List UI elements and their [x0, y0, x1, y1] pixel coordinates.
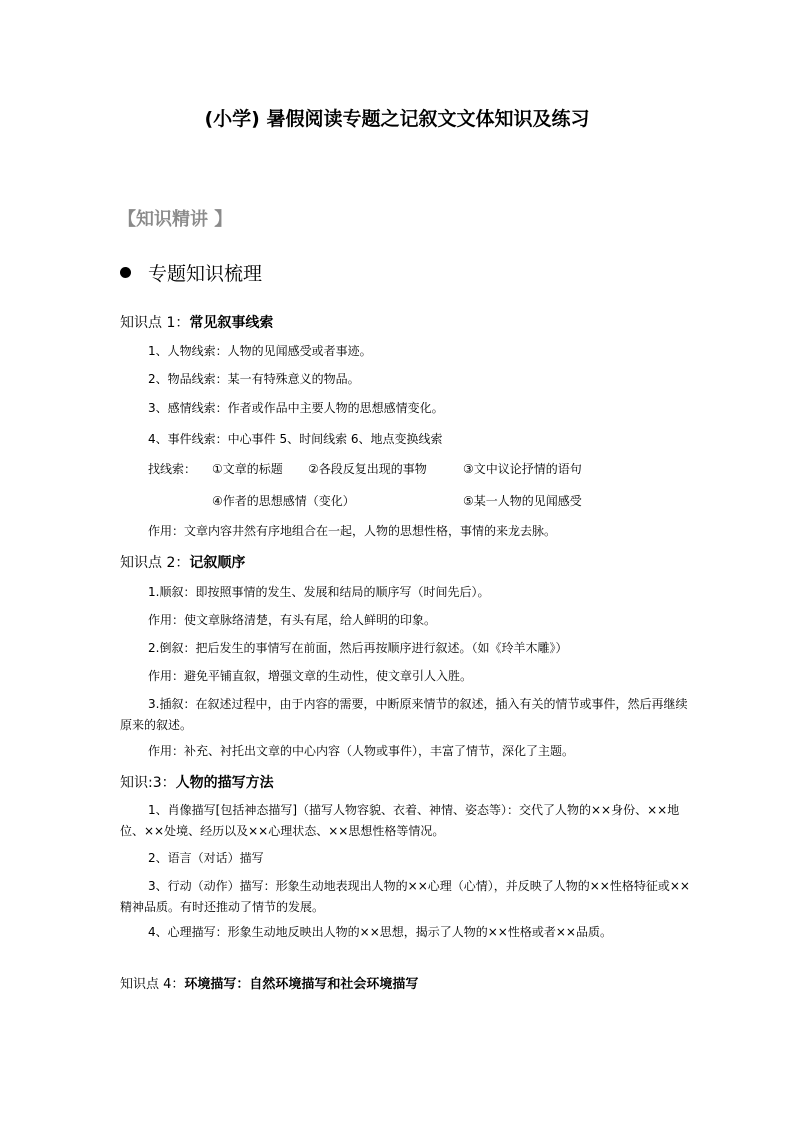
kp4-heading — [120, 973, 418, 992]
bullet-dot-icon — [120, 267, 131, 278]
kp2-line: 3.插叙：在叙述过程中，由于内容的需要，中断原来情节的叙述，插入有关的情节或事件，然后再继续原来的叙述。 — [120, 697, 688, 732]
kp1-find-item: ⑤某一人物的见闻感受 — [463, 494, 582, 508]
kp1-line: 4、事件线索：中心事件 5、时间线索 6、地点变换线索 — [148, 432, 443, 446]
kp2-line: 作用：补充、衬托出文章的中心内容（人物或事件），丰富了情节，深化了主题。 — [148, 744, 575, 758]
kp2-line: 2.倒叙：把后发生的事情写在前面，然后再按顺序进行叙述。（如《玲羊木雕》） — [148, 641, 568, 655]
kp2-line: 1.顺叙：即按照事情的发生、发展和结局的顺序写（时间先后）。 — [148, 585, 490, 599]
kp2-title: 记叙顺序 — [189, 555, 246, 571]
kp1-line: 1、人物线索：人物的见闻感受或者事迹。 — [148, 344, 372, 358]
kp3-heading — [120, 772, 274, 792]
kp1-find-item: ②各段反复出现的事物 — [308, 462, 427, 476]
document-title: (小学) 暑假阅读专题之记叙文文体知识及练习 — [204, 108, 590, 130]
kp3-label: 知识:3： — [120, 775, 176, 791]
kp2-line: 作用：避免平铺直叙，增强文章的生动性，使文章引人入胜。 — [148, 669, 473, 683]
kp3-line: 4、心理描写：形象生动地反映出人物的××思想，揭示了人物的××性格或者××品质。 — [148, 925, 612, 939]
kp3-line: 2、语言（对话）描写 — [148, 851, 264, 865]
kp2-heading — [120, 552, 245, 572]
kp1-line: 3、感情线索：作者或作品中主要人物的思想感情变化。 — [148, 401, 444, 415]
section-heading: 【知识精讲 】 — [118, 209, 233, 230]
topic-bullet-text: 专题知识梳理 — [148, 263, 263, 285]
topic-bullet — [120, 259, 262, 286]
kp1-effect: 作用：文章内容井然有序地组合在一起，人物的思想性格，事情的来龙去脉。 — [148, 524, 557, 538]
kp4-label: 知识点 4： — [120, 977, 185, 992]
kp2-label: 知识点 2： — [120, 555, 190, 571]
kp1-line: 2、物品线索：某一有特殊意义的物品。 — [148, 372, 360, 386]
kp1-heading — [120, 312, 273, 332]
kp3-title: 人物的描写方法 — [175, 775, 274, 791]
kp1-find-label: 找线索： — [148, 462, 197, 476]
kp1-find-item: ①文章的标题 — [212, 462, 283, 476]
kp2-line: 作用：使文章脉络清楚，有头有尾，给人鲜明的印象。 — [148, 613, 437, 627]
kp4-title: 环境描写：自然环境描写和社会环境描写 — [184, 977, 419, 992]
kp3-line: 1、肖像描写[包括神态描写]（描写人物容貌、衣着、神情、姿态等）：交代了人物的××身份、××地位、××处境、经历以及××心理状态、××思想性格等情况。 — [120, 803, 680, 838]
kp1-label: 知识点 1： — [120, 315, 190, 331]
kp3-line: 3、行动（动作）描写：形象生动地表现出人物的××心理（心情），并反映了人物的××性格特征或××精神品质。有时还推动了情节的发展。 — [120, 879, 690, 914]
kp1-find-item: ④作者的思想感情（变化） — [212, 494, 355, 508]
kp1-find-item: ③文中议论抒情的语句 — [463, 462, 582, 476]
kp1-title: 常见叙事线索 — [189, 315, 274, 331]
